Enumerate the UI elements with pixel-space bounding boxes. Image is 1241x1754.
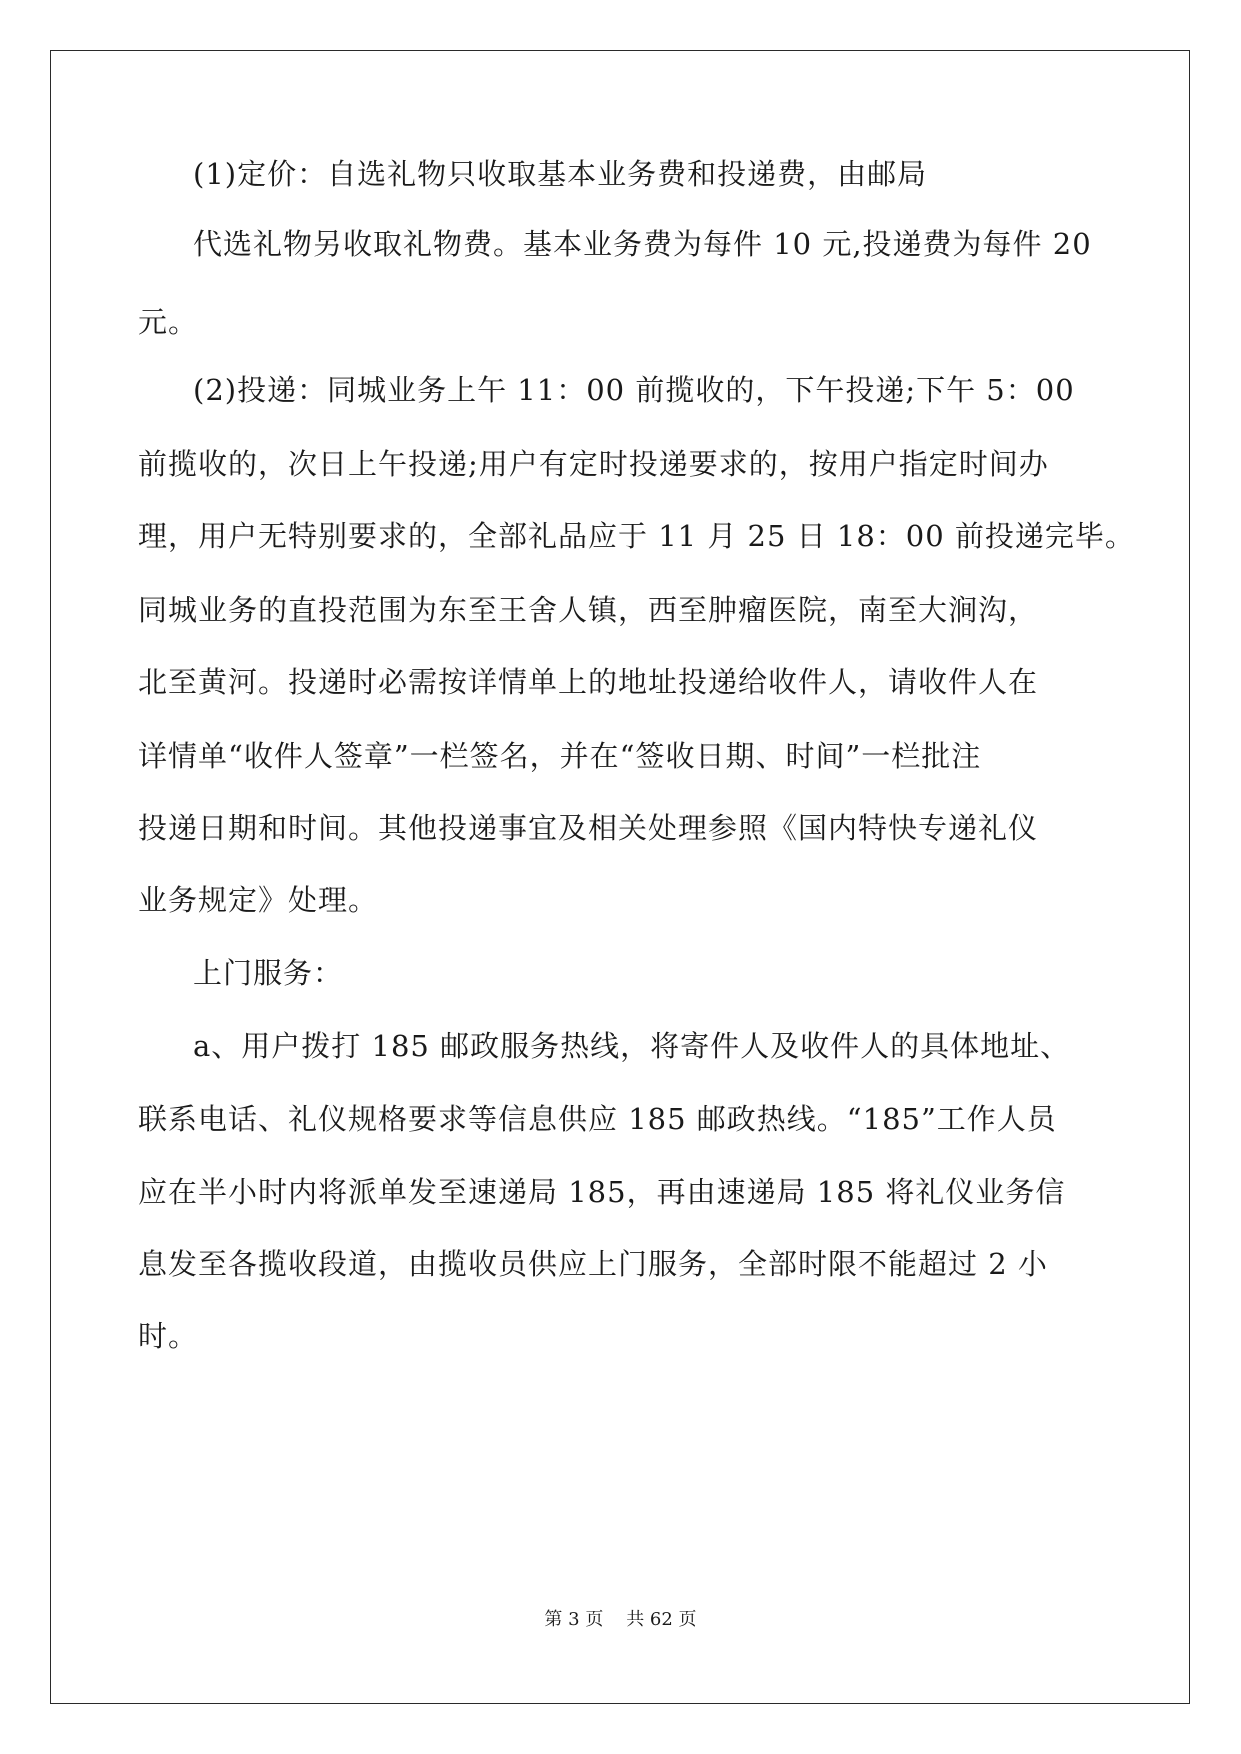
page-footer: 第 3 页 共 62 页 [544, 1609, 697, 1630]
paragraph-line: 应在半小时内将派单发至速递局 185，再由速递局 185 将礼仪业务信 [138, 1175, 1066, 1209]
paragraph-line: 息发至各揽收段道，由揽收员供应上门服务，全部时限不能超过 2 小 [138, 1247, 1048, 1281]
section-heading: 上门服务： [193, 956, 344, 990]
paragraph-line: 代选礼物另收取礼物费。基本业务费为每件 10 元,投递费为每件 20 [193, 227, 1092, 261]
paragraph-line: (1)定价：自选礼物只收取基本业务费和投递费，由邮局 [193, 157, 928, 191]
paragraph-line: 投递日期和时间。其他投递事宜及相关处理参照《国内特快专递礼仪 [138, 811, 1039, 845]
paragraph-line: 业务规定》处理。 [138, 883, 379, 917]
paragraph-line: 北至黄河。投递时必需按详情单上的地址投递给收件人，请收件人在 [138, 665, 1039, 699]
paragraph-line: 时。 [138, 1319, 199, 1353]
paragraph-line: 前揽收的，次日上午投递;用户有定时投递要求的，按用户指定时间办 [138, 447, 1049, 481]
paragraph-line: 元。 [138, 305, 199, 339]
paragraph-line: 同城业务的直投范围为东至王舍人镇，西至肿瘤医院，南至大涧沟， [138, 593, 1039, 627]
paragraph-line: 理，用户无特别要求的，全部礼品应于 11 月 25 日 18：00 前投递完毕。 [138, 519, 1135, 553]
paragraph-line: 详情单“收件人签章”一栏签名，并在“签收日期、时间”一栏批注 [138, 739, 982, 773]
paragraph-line: 联系电话、礼仪规格要求等信息供应 185 邮政热线。“185”工作人员 [138, 1102, 1057, 1136]
page-border [50, 50, 1190, 1704]
paragraph-line: a、用户拨打 185 邮政服务热线，将寄件人及收件人的具体地址、 [193, 1029, 1071, 1063]
paragraph-line: (2)投递：同城业务上午 11：00 前揽收的，下午投递;下午 5：00 [193, 373, 1075, 407]
